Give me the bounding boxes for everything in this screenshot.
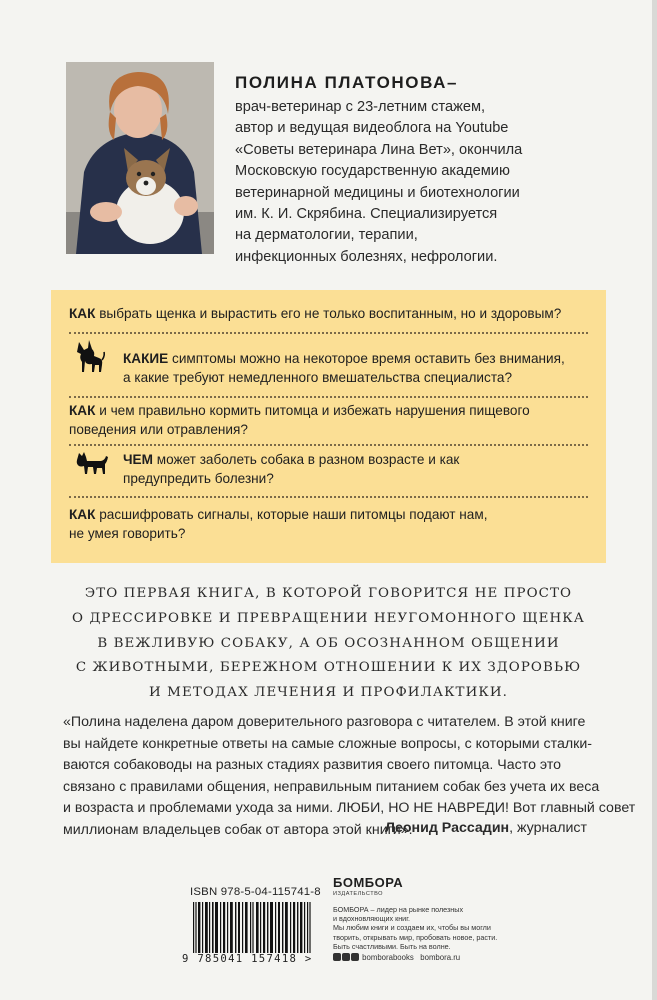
question-3 [69,401,530,439]
question-text: симптомы можно на некоторое время оставить без внимания, [168,351,565,366]
author-bio [235,97,565,268]
chihuahua-icon [75,338,105,374]
questions-box [51,290,606,563]
dotted-divider [69,496,588,498]
question-lead: КАК [69,507,96,522]
question-1 [69,304,561,323]
question-text: выбрать щенка и вырастить его не только воспитанным, но и здоровым? [95,306,562,321]
quote-line: связано с правилами общения, неправильным питанием собак без учета их веса [63,778,600,795]
question-text: предупредить болезни? [123,471,274,486]
facebook-icon [333,953,341,961]
publisher-line: Мы любим книги и создаем их, чтобы вы могли [333,923,491,933]
book-description [40,582,617,706]
author-name: ПОЛИНА ПЛАТОНОВА– [235,73,459,92]
author-photo [66,62,214,254]
question-text: расшифровать сигналы, которые наши питомцы подают нам, [95,507,488,522]
question-text: может заболеть собака в разном возрасте и как [152,452,460,467]
bio-line: им. К. И. Скрябина. Специализируется [235,206,498,223]
bio-line: Московскую государственную академию [235,163,510,180]
question-text: и чем правильно кормить питомца и избежать нарушения пищевого [95,403,530,418]
question-text: поведения или отравления? [69,422,248,437]
publisher-description [333,905,498,951]
question-4 [123,450,459,488]
quote-line: вы найдете конкретные ответы на самые сложные вопросы, с которыми сталки- [63,735,593,752]
vk-icon [342,953,350,961]
question-lead: ЧЕМ [123,452,153,467]
bio-line: ветеринарной медицины и биотехнологии [235,184,520,201]
quote-line: миллионам владельцев собак от автора этой книги». [63,821,413,838]
dotted-divider [69,396,588,398]
bio-line: автор и ведущая видеоблога на Youtube [235,120,509,137]
description-line: И МЕТОДАХ ЛЕЧЕНИЯ И ПРОФИЛАКТИКИ. [149,685,508,701]
question-text: а какие требуют немедленного вмешательства специалиста? [123,370,513,385]
cover-edge [652,0,657,1000]
publisher-line: творить, открывать мир, пробовать новое, расти. [333,932,498,942]
dotted-divider [69,444,588,446]
publisher-subtitle: ИЗДАТЕЛЬСТВО [333,891,384,897]
bio-line: на дерматологии, терапии, [235,227,418,244]
description-line: В ВЕЖЛИВУЮ СОБАКУ, А ОБ ОСОЗНАННОМ ОБЩЕНИИ [97,635,560,651]
instagram-icon [351,953,359,961]
publisher-line: Быть счастливыми. Быть на волне. [333,941,451,951]
barcode-digits: 9 785041 157418 > [182,953,313,965]
question-2 [123,349,565,387]
quote-line: и возраста и проблемами ухода за ними. ЛЮБИ, НО НЕ НАВРЕДИ! Вот главный совет [63,800,636,817]
quote-line: «Полина наделена даром доверительного разговора с читателем. В этой книге [63,714,586,730]
social-handle: bomborabooks [362,953,414,962]
description-line: С ЖИВОТНЫМИ, БЕРЕЖНОМ ОТНОШЕНИИ К ИХ ЗДОРОВЬЮ [75,660,582,676]
description-line: ЭТО ПЕРВАЯ КНИГА, В КОТОРОЙ ГОВОРИТСЯ НЕ ПРОСТО [84,586,573,601]
publisher-site: bombora.ru [420,953,461,962]
author-with-puppy-illustration [66,62,214,254]
question-text: не умея говорить? [69,526,186,541]
dotted-divider [69,332,588,334]
publisher-links [333,953,460,962]
publisher-line: БОМБОРА – лидер на рынке полезных [333,905,464,914]
quote-line: ваются собаководы на разных стадиях развития своего питомца. Часто это [63,757,562,774]
isbn: ISBN 978-5-04-115741-8 [190,886,321,898]
publisher-line: и вдохновляющих книг. [333,914,410,924]
quote-role: , журналист [509,820,587,836]
question-lead: КАКИЕ [123,351,169,366]
bio-line: врач-ветеринар с 23-летним стажем, [235,99,486,115]
question-5 [69,505,487,543]
bio-line: инфекционных болезнях, нефрологии. [235,248,498,265]
question-lead: КАК [69,403,96,418]
bio-line: «Советы ветеринара Лина Вет», окончила [235,141,523,158]
description-line: О ДРЕССИРОВКЕ И ПРЕВРАЩЕНИИ НЕУГОМОННОГО ЩЕНКА [72,610,585,626]
quote-signature [385,820,587,836]
question-lead: КАК [69,306,96,321]
quote-author: Леонид Рассадин [385,820,510,836]
publisher-logo: БОМБОРА [333,875,404,890]
schnauzer-icon [75,450,109,476]
